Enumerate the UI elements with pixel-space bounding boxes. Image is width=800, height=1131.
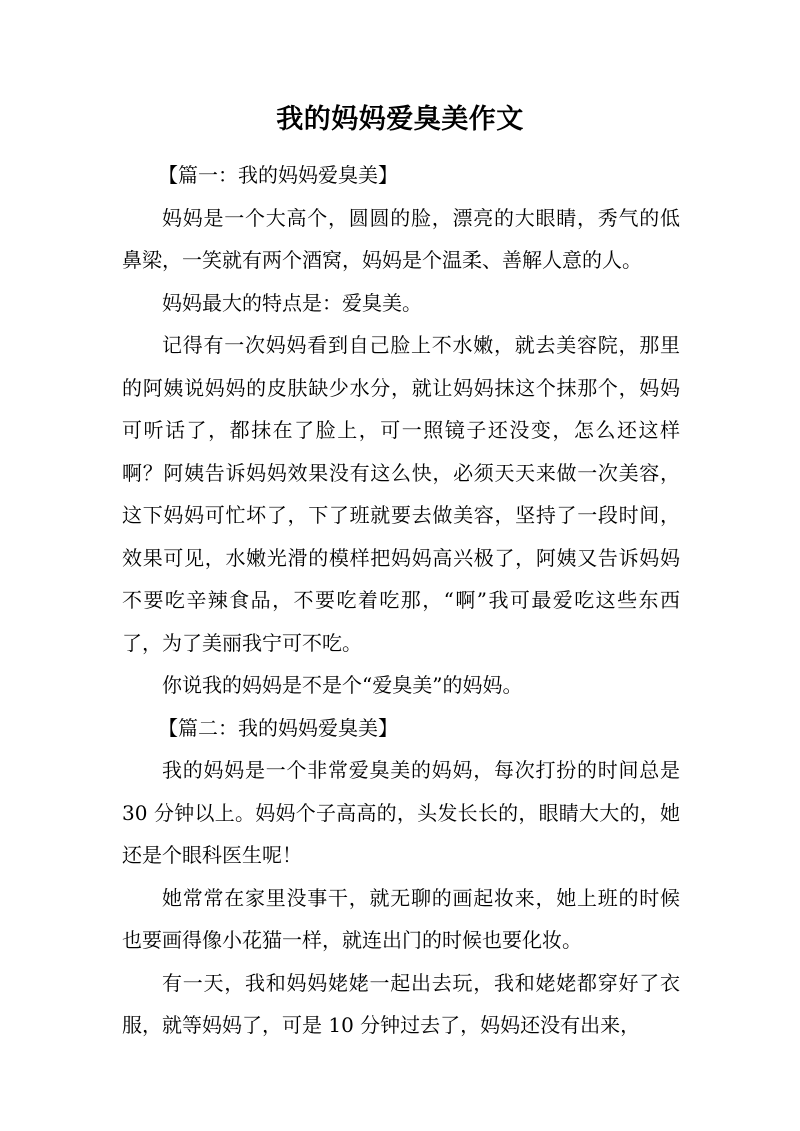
paragraph: 有一天，我和妈妈姥姥一起出去玩，我和姥姥都穿好了衣服，就等妈妈了，可是 10 分钟过去了，妈妈还没有出来，	[122, 970, 680, 1037]
paragraph: 她常常在家里没事干，就无聊的画起妆来，她上班的时候也要画得像小花猫一样，就连出门的时候也要化妆。	[122, 885, 680, 952]
paragraph: 你说我的妈妈是不是个“爱臭美”的妈妈。	[162, 673, 523, 697]
paragraph: 我的妈妈是一个非常爱臭美的妈妈，每次打扮的时间总是 30 分钟以上。妈妈个子高高的，头发长长的，眼睛大大的，她还是个眼科医生呢！	[122, 758, 680, 867]
section-heading-2: 【篇二：我的妈妈爱臭美】	[158, 715, 398, 740]
document-title: 我的妈妈爱臭美作文	[276, 104, 524, 135]
paragraph: 记得有一次妈妈看到自己脸上不水嫩，就去美容院，那里的阿姨说妈妈的皮肤缺少水分，就让妈妈抹这个抹那个，妈妈可听话了，都抹在了脸上，可一照镜子还没变，怎么还这样啊？阿姨告诉妈妈效果没有这么快，必须天天来做一次美容，这下妈妈可忙坏了，下了班就要去做美容，坚持了一段时间，效果可见，水嫩光滑的模样把妈妈高兴极了，阿姨又告诉妈妈不要吃辛辣食品，不要吃着吃那，“啊”我可最爱吃这些东西了，为了美丽我宁可不吃。	[122, 333, 680, 655]
section-heading-1: 【篇一：我的妈妈爱臭美】	[158, 163, 398, 187]
paragraph: 妈妈是一个大高个，圆圆的脸，漂亮的大眼睛，秀气的低鼻梁，一笑就有两个酒窝，妈妈是个温柔、善解人意的人。	[122, 205, 680, 272]
document-body	[122, 154, 680, 1047]
paragraph: 妈妈最大的特点是：爱臭美。	[162, 290, 422, 315]
